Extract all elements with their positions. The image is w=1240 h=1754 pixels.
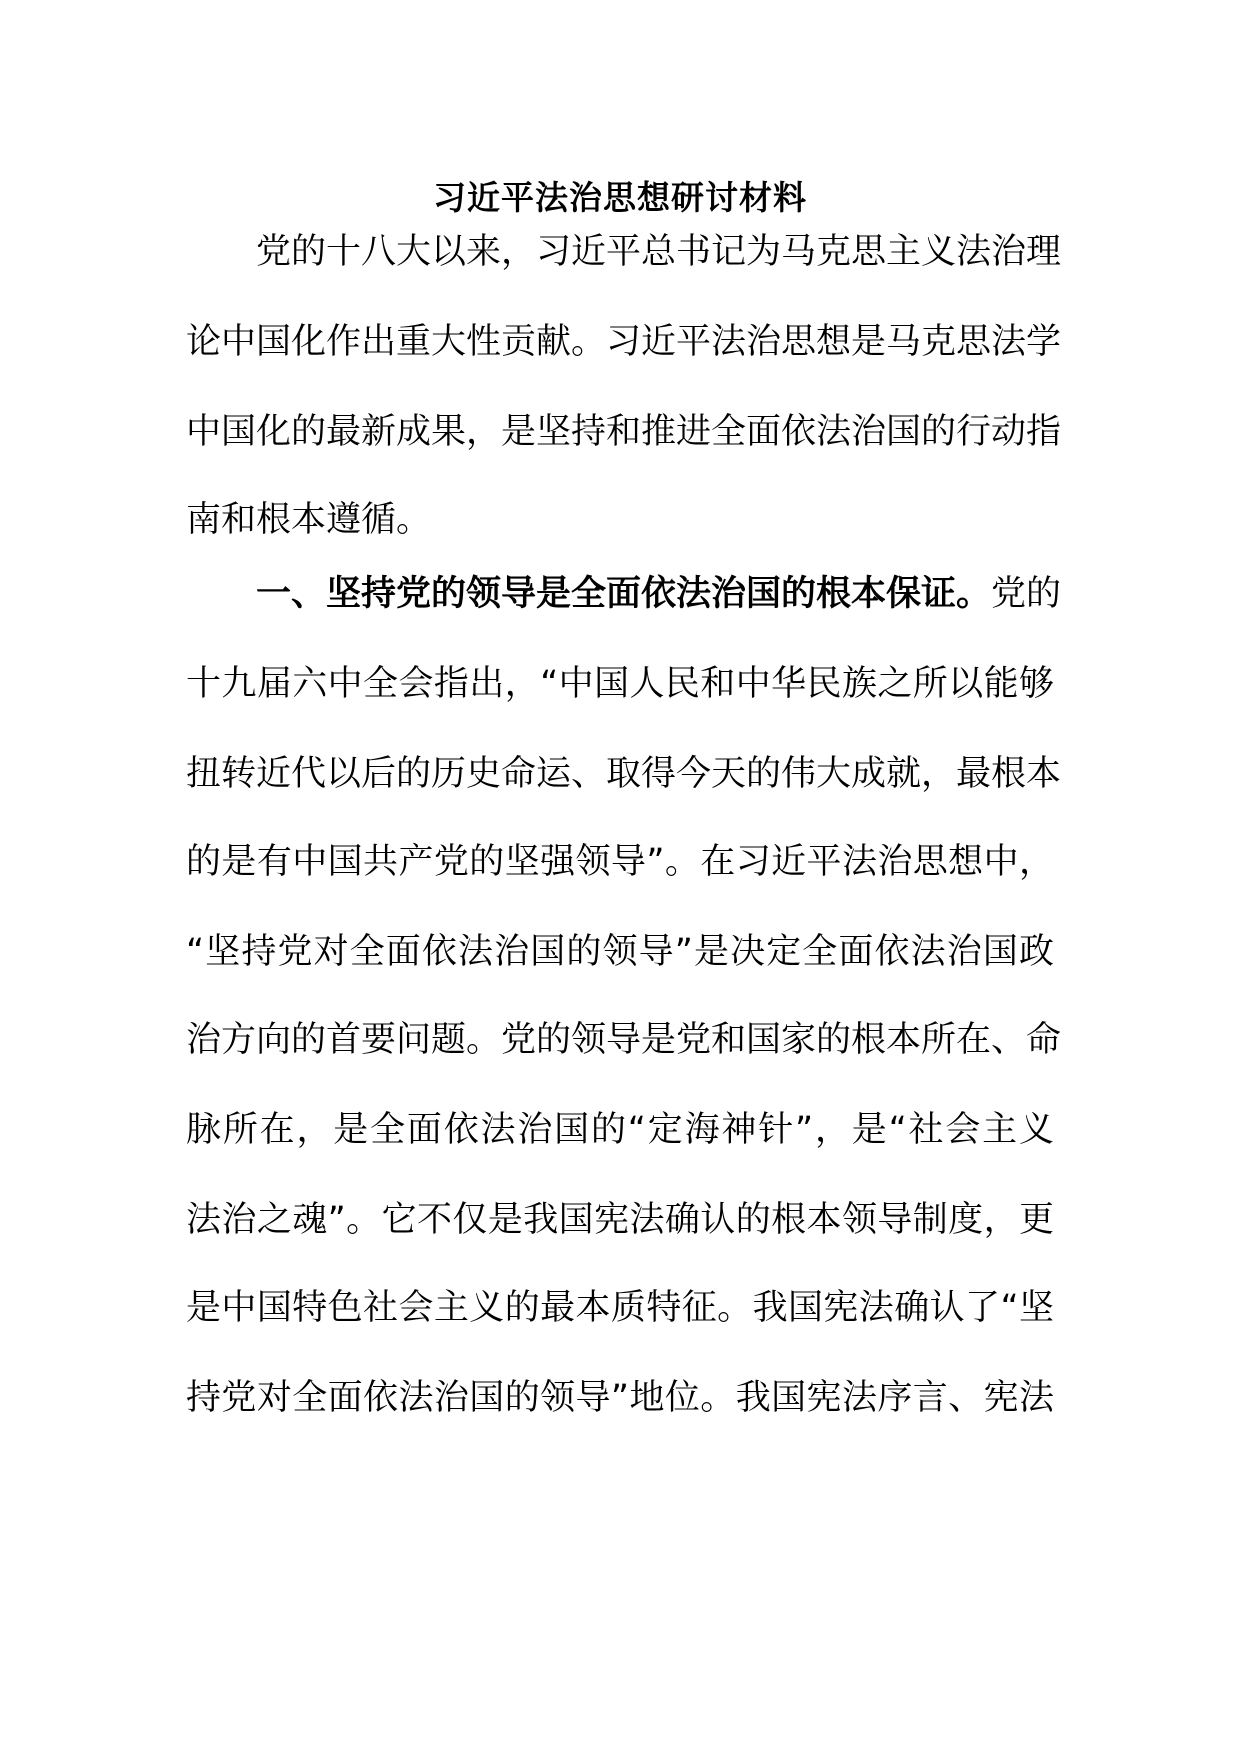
intro-line-3: 中国化的最新成果，是坚持和推进全面依法治国的行动指 [186, 412, 1062, 452]
intro-line-1: 党的十八大以来，习近平总书记为马克思主义法治理 [256, 232, 1062, 272]
intro-line-2: 论中国化作出重大性贡献。习近平法治思想是马克思法学 [186, 322, 1062, 362]
section1-line-3: 扭转近代以后的历史命运、取得今天的伟大成就，最根本 [186, 754, 1062, 794]
section1-line-6: 治方向的首要问题。党的领导是党和国家的根本所在、命 [186, 1020, 1062, 1060]
section1-line-10: 持党对全面依法治国的领导”地位。我国宪法序言、宪法 [186, 1378, 1054, 1418]
section1-first-line-tail: 党的 [991, 574, 1062, 614]
section1-first-line [256, 570, 1062, 618]
section1-line-5: “坚持党对全面依法治国的领导”是决定全面依法治国政 [186, 932, 1054, 972]
section1-heading: 一、坚持党的领导是全面依法治国的根本保证。 [256, 574, 992, 614]
document-title: 习近平法治思想研讨材料 [433, 178, 807, 217]
intro-line-4: 南和根本遵循。 [186, 500, 432, 540]
section1-line-8: 法治之魂”。它不仅是我国宪法确认的根本领导制度，更 [186, 1200, 1054, 1240]
section1-line-7: 脉所在，是全面依法治国的“定海神针”，是“社会主义 [186, 1110, 1054, 1150]
section1-line-4: 的是有中国共产党的坚强领导”。在习近平法治思想中， [186, 842, 1054, 882]
section1-line-9: 是中国特色社会主义的最本质特征。我国宪法确认了“坚 [186, 1288, 1054, 1328]
section1-line-2: 十九届六中全会指出，“中国人民和中华民族之所以能够 [186, 664, 1054, 704]
